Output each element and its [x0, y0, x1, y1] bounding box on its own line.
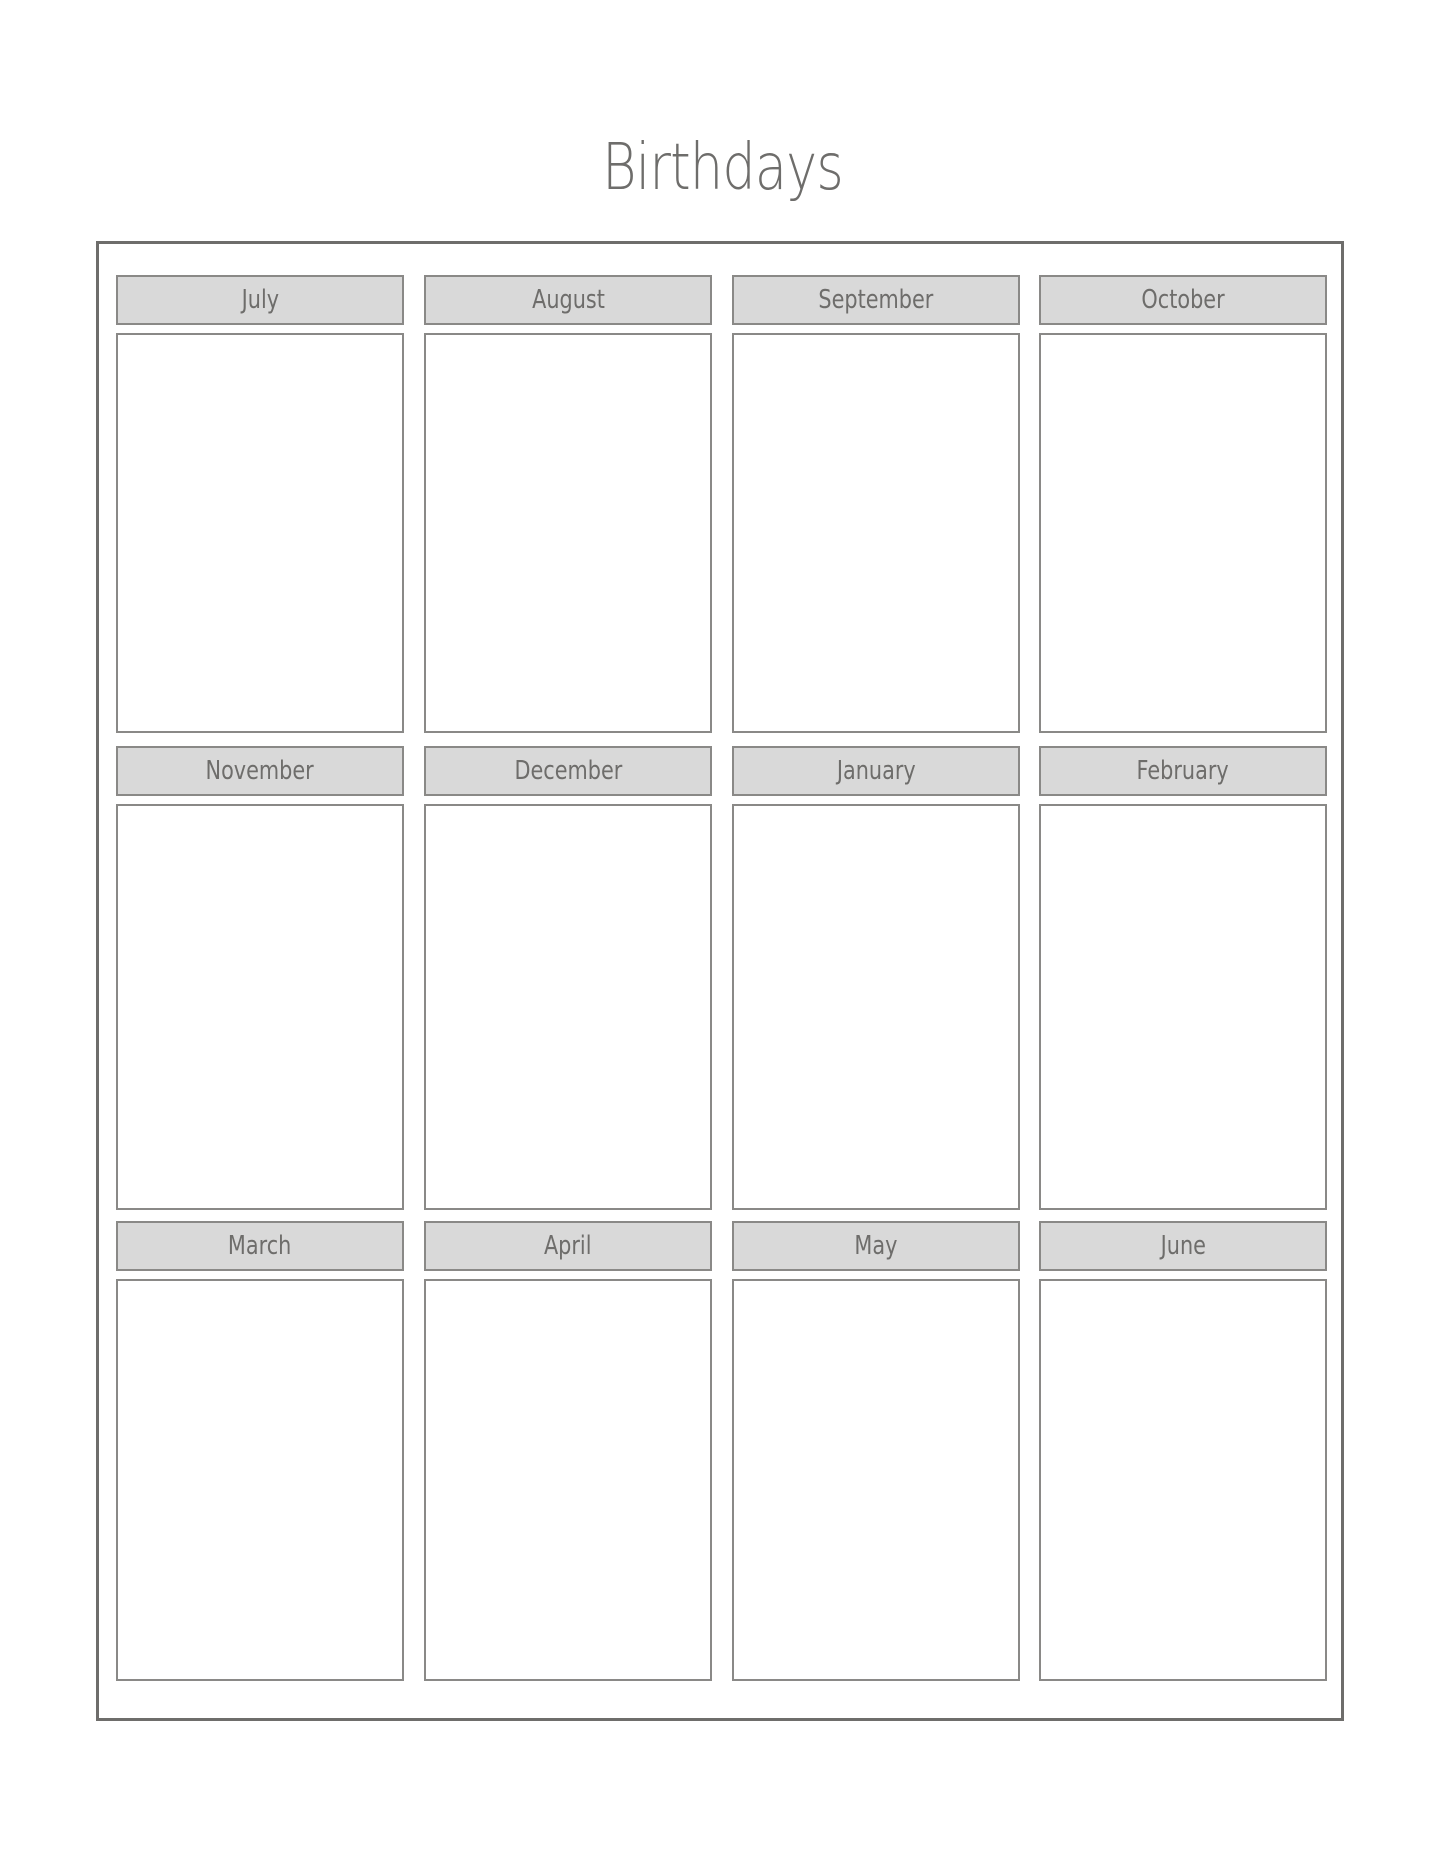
month-header [424, 275, 712, 325]
month-label: October [1141, 285, 1225, 315]
month-label: February [1136, 756, 1230, 786]
month-label: December [514, 756, 622, 786]
month-header [732, 1221, 1020, 1271]
month-header [732, 746, 1020, 796]
month-entry-area[interactable] [116, 1279, 404, 1681]
month-entry-area[interactable] [1039, 804, 1327, 1210]
month-entry-area[interactable] [116, 804, 404, 1210]
month-entry-area[interactable] [732, 804, 1020, 1210]
month-header [116, 1221, 404, 1271]
month-header [1039, 1221, 1327, 1271]
month-header [424, 746, 712, 796]
month-label: May [854, 1231, 898, 1261]
month-label: August [531, 285, 605, 315]
month-label: November [205, 756, 315, 786]
month-header [1039, 275, 1327, 325]
month-label: April [544, 1231, 592, 1261]
month-label: March [228, 1231, 292, 1261]
month-entry-area[interactable] [732, 1279, 1020, 1681]
month-label: July [241, 285, 279, 315]
month-header [1039, 746, 1327, 796]
month-header [424, 1221, 712, 1271]
month-entry-area[interactable] [116, 333, 404, 733]
month-entry-area[interactable] [1039, 333, 1327, 733]
month-entry-area[interactable] [424, 1279, 712, 1681]
month-header [116, 746, 404, 796]
month-entry-area[interactable] [732, 333, 1020, 733]
page-title: Birthdays [602, 131, 843, 205]
month-label: June [1160, 1231, 1206, 1261]
month-header [732, 275, 1020, 325]
month-entry-area[interactable] [424, 804, 712, 1210]
month-entry-area[interactable] [1039, 1279, 1327, 1681]
month-header [116, 275, 404, 325]
month-entry-area[interactable] [424, 333, 712, 733]
month-label: January [836, 756, 916, 786]
month-label: September [818, 285, 934, 315]
